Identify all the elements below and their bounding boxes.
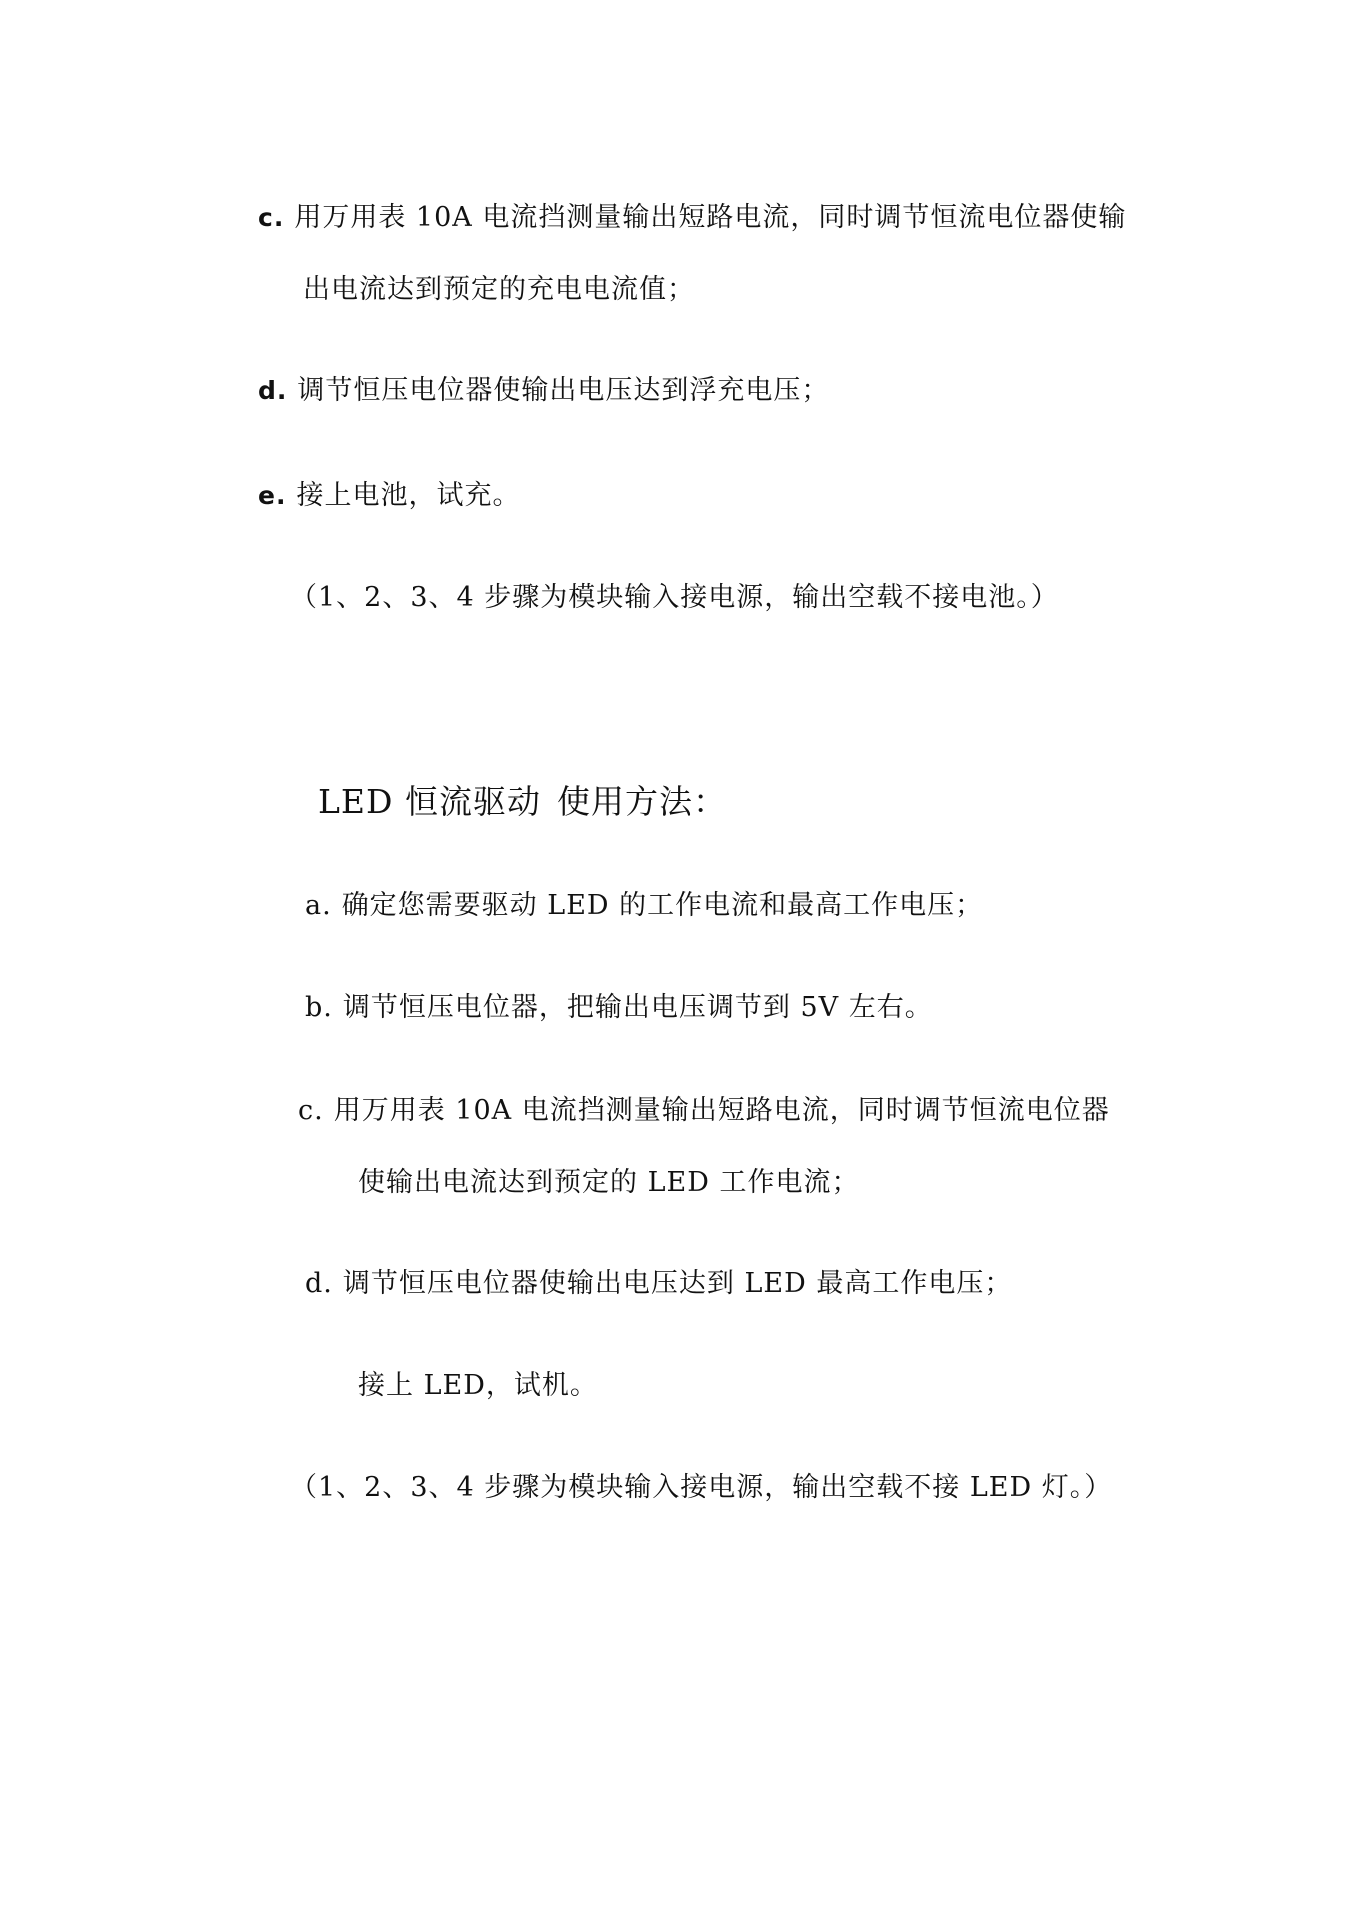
- led-extra-line: 接上 LED，试机。: [358, 1370, 598, 1401]
- led-step-d-line: [305, 1266, 1012, 1302]
- step-text: 调节恒压电位器，把输出电压调节到 5V 左右。: [342, 992, 933, 1023]
- step-c-line-2: 出电流达到预定的充电电流值；: [303, 274, 695, 305]
- step-text: 接上电池，试充。: [296, 480, 521, 511]
- step-text: 调节恒压电位器使输出电压达到 LED 最高工作电压；: [342, 1268, 1013, 1299]
- step-text: 确定您需要驱动 LED 的工作电流和最高工作电压；: [341, 890, 984, 921]
- section1-note: （1、2、3、4 步骤为模块输入接电源，输出空载不接电池。）: [290, 582, 1059, 613]
- led-step-a-line: [305, 888, 983, 924]
- step-marker: e.: [258, 481, 287, 510]
- section2-title-part1: LED 恒流驱动: [318, 782, 541, 821]
- step-text: 用万用表 10A 电流挡测量输出短路电流，同时调节恒流电位器使输: [294, 202, 1127, 233]
- led-step-c-line-2: 使输出电流达到预定的 LED 工作电流；: [358, 1167, 860, 1198]
- step-d-line: [258, 373, 829, 409]
- led-step-c-line-1: [298, 1093, 1110, 1129]
- step-marker: d.: [258, 376, 288, 405]
- step-marker: c.: [258, 203, 285, 232]
- led-step-b-line: [305, 990, 933, 1026]
- step-marker: c.: [298, 1095, 324, 1126]
- section2-title: [318, 780, 727, 824]
- step-text: 调节恒压电位器使输出电压达到浮充电压；: [297, 375, 830, 406]
- step-c-line-1: [258, 200, 1126, 236]
- step-text: 用万用表 10A 电流挡测量输出短路电流，同时调节恒流电位器: [333, 1095, 1110, 1126]
- section2-note: （1、2、3、4 步骤为模块输入接电源，输出空载不接 LED 灯。）: [290, 1472, 1113, 1503]
- step-marker: a.: [305, 890, 332, 921]
- step-e-line: [258, 478, 520, 514]
- section2-title-part2: 使用方法：: [556, 782, 727, 821]
- step-marker: d.: [305, 1268, 333, 1299]
- step-marker: b.: [305, 992, 333, 1023]
